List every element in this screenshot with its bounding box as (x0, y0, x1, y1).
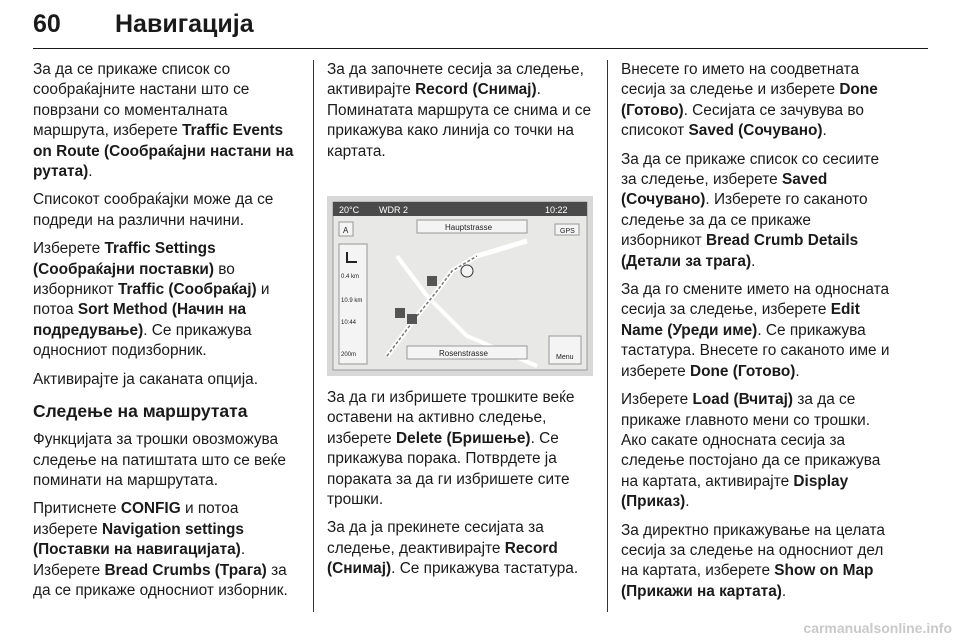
vehicle-position-icon (461, 265, 473, 277)
paragraph: За да го смените името на односната сесија за следење, изберете Edit Name (Уреди име). Се прикажува тастатура. Внесете го саканото име и изберете Done (Готово). (621, 281, 890, 380)
menu-label: Menu (556, 354, 574, 361)
page-number: 60 (33, 10, 61, 38)
gps-label: GPS (560, 228, 575, 235)
street-name-bottom: Rosenstrasse (439, 349, 488, 358)
poi-icon (395, 308, 405, 318)
street-name-top: Hauptstrasse (445, 223, 493, 232)
column-1 (33, 60, 305, 609)
paragraph: Изберете Load (Вчитај) за да се прикаже главното мени со трошки. Ако сакате односната сесија за следење постојано да се прикажува на картата, активирајте Display (Приказ). (621, 391, 881, 511)
column-2 (327, 60, 593, 170)
radio-station: WDR 2 (379, 205, 408, 215)
paragraph: За да започнете сесија за следење, активирајте Record (Снимај). Поминатата маршрута се снима и се прикажува како линија со точки на картата. (327, 61, 592, 160)
svg-text:0.4 km: 0.4 km (341, 274, 360, 280)
temperature-readout: 20°C (339, 205, 360, 215)
poi-icon (407, 314, 417, 324)
svg-text:10.9 km: 10.9 km (341, 298, 363, 304)
paragraph: За да ја прекинете сесијата за следење, деактивирајте Record (Снимај). Се прикажува тастатура. (327, 519, 579, 578)
paragraph: За да ги избришете трошките веќе оставени на активно следење, изберете Delete (Бришење). Се прикажува порака. Потврдете ја пораката за да ги избришете сите трошки. (327, 389, 575, 509)
navigation-map-image (327, 196, 593, 376)
column-divider (607, 60, 608, 612)
section-heading: Следење на маршрутата (33, 401, 248, 422)
paragraph: Активирајте ја саканата опција. (33, 370, 258, 388)
svg-text:10:44: 10:44 (341, 320, 357, 326)
header-rule (33, 48, 928, 49)
paragraph: За да се прикаже список со сообраќајните настани што се поврзани со моменталната маршрута, изберете Traffic Events on Route (Сообраќајни настани на рутата). (33, 61, 294, 181)
paragraph: Внесете го името на соодветната сесија за следење и изберете Done (Готово). Сесијата се зачувува во списокот Saved (Сочувано). (621, 61, 878, 140)
paragraph: Списокот сообраќајки може да се подреди на различни начини. (33, 191, 274, 229)
column-divider (313, 60, 314, 612)
svg-text:A: A (343, 226, 349, 235)
navigation-screenshot (327, 196, 593, 376)
paragraph: Функцијата за трошки овозможува следење на патиштата што се веќе поминати на маршрутата. (33, 431, 286, 489)
paragraph: Изберете Traffic Settings (Сообраќајни поставки) во изборникот Traffic (Сообраќај) и потоа Sort Method (Начин на подредување). Се прикажува односниот подизборник. (33, 240, 270, 360)
paragraph: Притиснете CONFIG и потоа изберете Navigation settings (Поставки на навигацијата). Изберете Bread Crumbs (Трага) за да се прикаже односниот изборник. (33, 500, 288, 599)
watermark: carmanualsonline.info (803, 620, 952, 636)
column-2-lower (327, 388, 593, 588)
column-3 (621, 60, 893, 610)
chapter-title: Навигација (115, 10, 254, 38)
clock-readout: 10:22 (545, 205, 568, 215)
page-header (33, 8, 928, 48)
poi-icon (427, 276, 437, 286)
svg-text:200m: 200m (341, 352, 357, 358)
paragraph: За да се прикаже список со сесиите за следење, изберете Saved (Сочувано). Изберете го саканото следење за да се прикаже изборникот Bread Crumb Details (Детали за трага). (621, 150, 880, 270)
paragraph: За директно прикажување на целата сесија за следење на односниот дел на картата, изберете Show on Map (Прикажи на картата). (621, 521, 885, 600)
